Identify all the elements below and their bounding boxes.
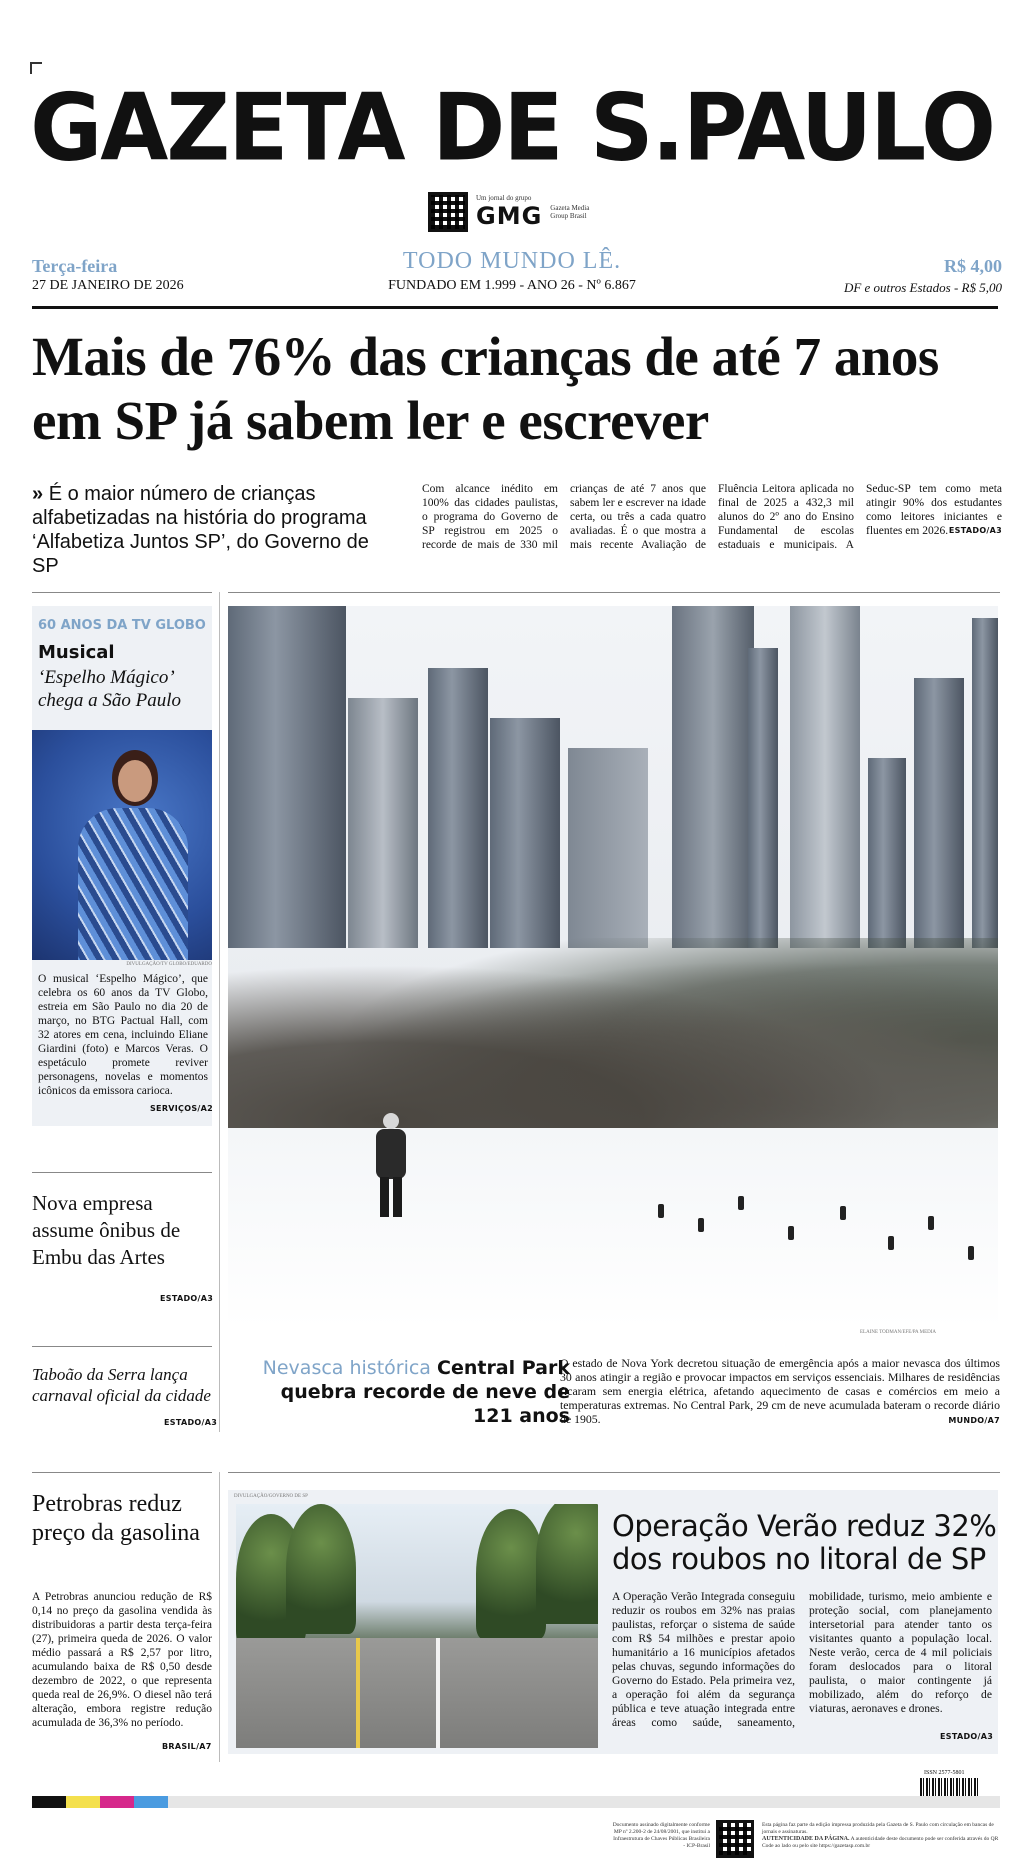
sidebar-subtitle[interactable]: ‘Espelho Mágico’ chega a São Paulo <box>38 667 182 711</box>
color-swatch <box>100 1796 134 1808</box>
lead-deck-text: É o maior número de crianças alfabetizadas na história do programa ‘Alfabetiza Juntos SP’, do Governo de SP <box>32 483 369 577</box>
lead-headline[interactable]: Mais de 76% das crianças de até 7 anos em SP já sabem ler e escrever <box>32 326 939 451</box>
digital-signature-note: Documento assinado digitalmente conforme MP nº 2.200-2 de 24/08/2001, que institui a Infraestrutura de Chaves Públicas Brasileira - ICP-Brasil <box>612 1822 710 1849</box>
group-name: Gazeta Media Group Brasil <box>550 204 590 220</box>
lead-deck <box>32 482 392 578</box>
operacao-title[interactable]: Operação Verão reduz 32% dos roubos no litoral de SP <box>612 1509 997 1576</box>
auth-text[interactable]: A autenticidade deste documento pode ser conferida através do QR Code ao lado ou pelo site https://gazetasp.com.br <box>762 1836 999 1849</box>
petrobras-title[interactable]: Petrobras reduz preço da gasolina <box>32 1491 200 1546</box>
edition-info: FUNDADO EM 1.999 - ANO 26 - Nº 6.867 <box>388 278 636 293</box>
divider <box>228 592 1000 593</box>
sidebar-tag[interactable]: SERVIÇOS/A2 <box>150 1104 213 1113</box>
brief-title[interactable]: Nova empresa assume ônibus de Embu das Artes <box>32 1191 181 1269</box>
group-badge <box>428 190 594 234</box>
qr-code-icon <box>428 192 468 232</box>
photo-caption <box>560 1356 1000 1428</box>
slogan: TODO MUNDO LÊ. <box>402 248 622 274</box>
person <box>738 1196 744 1210</box>
building <box>748 648 778 948</box>
gmg-logo: GMG <box>476 202 543 230</box>
road <box>236 1638 598 1748</box>
sidebar-title[interactable]: Musical <box>38 642 115 663</box>
photo-tag[interactable]: MUNDO/A7 <box>948 1416 1000 1425</box>
person-face <box>118 760 152 802</box>
divider <box>32 1172 212 1173</box>
operacao-tag[interactable]: ESTADO/A3 <box>940 1732 994 1741</box>
building <box>672 606 754 948</box>
photo-caption-text: O estado de Nova York decretou situação de emergência após a maior nevasca dos últimos 30 anos atingir a região e provocar impactos em serviços essenciais. Milhares de residências ficaram sem energia elétrica, afetando aquecimento de casas e comércios em meio a temperaturas extremas. No Central Park, 29 cm de neve acumulada bateram o recorde diário de 1905. <box>560 1356 1000 1426</box>
operacao-body: A Operação Verão Integrada conseguiu reduzir os roubos em 32% nas praias paulistas, reforçar o sistema de saúde com R$ 54 milhões e prestar apoio humanitário a 16 municípios afetados pelas chuvas, segundo informações do Governo do Estado. Pela primeira vez, a operação foi além da segurança pública e teve atuação integrada entre áreas como saúde, saneamento, mobilidade, turismo, meio ambiente e proteção social, com planejamento intersetorial para atender tanto os visitantes quanto a população local. Neste verão, cerca de 4 mil policiais foram deslocados para o litoral paulista, o maior contingente já mobilizado, além do reforço de viaturas, aeronaves e drones. <box>612 1590 992 1729</box>
walker-figure <box>366 1111 416 1221</box>
photo-headline-text: Central Park quebra recorde de neve de 121 anos <box>280 1357 570 1427</box>
palm-tree <box>286 1504 356 1634</box>
color-swatch <box>168 1796 1000 1808</box>
photo-credit: ELAINE TODMAN/EFE/PA MEDIA <box>860 1330 937 1335</box>
operacao-photo <box>236 1504 598 1748</box>
header-divider <box>32 306 998 309</box>
column-divider <box>219 1472 220 1762</box>
person <box>788 1226 794 1240</box>
sidebar-photo <box>32 730 212 960</box>
person <box>968 1246 974 1260</box>
person <box>928 1216 934 1230</box>
footer-note-text: Esta página faz parte da edição impressa produzida pela Gazeta de S. Paulo com circulação em bancas de jornais e assinaturas. <box>762 1822 994 1835</box>
building <box>490 718 560 948</box>
building <box>228 606 346 948</box>
person <box>840 1206 846 1220</box>
lead-tag[interactable]: ESTADO/A3 <box>948 526 1002 535</box>
auth-label: AUTENTICIDADE DA PÁGINA. <box>762 1836 850 1842</box>
brief-title[interactable]: Taboão da Serra lança carnaval oficial da cidade <box>32 1365 211 1405</box>
price: R$ 4,00 <box>944 256 1002 276</box>
sidebar-body: O musical ‘Espelho Mágico’, que celebra os 60 anos da TV Globo, estreia em São Paulo no dia 20 de março, no BTG Pactual Hall, com 32 atores em cena, incluindo Eliane Giardini (foto) e Marcos Veras. O espetáculo promete reviver personagens, novelas e momentos icônicos da emissora carioca. <box>38 973 208 1097</box>
person <box>888 1236 894 1250</box>
building <box>348 698 418 948</box>
qr-code-icon[interactable] <box>716 1820 754 1858</box>
building <box>568 748 648 948</box>
photo-headline[interactable] <box>260 1356 570 1428</box>
central-park-photo <box>228 606 998 1328</box>
brief-tag[interactable]: ESTADO/A3 <box>164 1418 218 1427</box>
group-prefix: Um jornal do grupo <box>476 194 532 202</box>
sidebar-kicker: 60 ANOS DA TV GLOBO <box>38 618 206 633</box>
color-swatch <box>134 1796 168 1808</box>
column-divider <box>219 592 220 1432</box>
building <box>972 618 998 948</box>
color-swatch <box>32 1796 66 1808</box>
operacao-photo-credit: DIVULGAÇÃO/GOVERNO DE SP <box>234 1494 308 1499</box>
footer-note <box>762 1822 1002 1850</box>
divider <box>32 1472 212 1473</box>
person <box>698 1218 704 1232</box>
masthead-title[interactable]: GAZETA DE S.PAULO <box>30 73 994 182</box>
sidebar-photo-credit: DIVULGAÇÃO/TV GLOBO/EDUARDO <box>126 962 212 967</box>
edition-date: 27 DE JANEIRO DE 2026 <box>32 278 184 293</box>
weekday: Terça-feira <box>32 256 118 276</box>
snow-field <box>228 1128 998 1328</box>
lead-body-text: Com alcance inédito em 100% das cidades paulistas, o programa do Governo de SP registrou em 2025 o recorde de mais de 330 mil crianças de até 7 anos que sabem ler e escrever na idade certa, ou três a cada quatro avaliadas. É o que mostra a mais recente Avaliação de Fluência Leitora aplicada no final de 2025 a 432,3 mil alunos do 2º ano do Ensino Fundamental de escolas estaduais e municipais. A Seduc-SP tem como meta atingir 90% dos estudantes como leitores iniciantes e fluentes em 2026. <box>422 483 1002 551</box>
price-other-states: DF e outros Estados - R$ 5,00 <box>843 280 1002 295</box>
divider <box>228 1472 1000 1473</box>
lead-body <box>422 482 1002 552</box>
lane-marking <box>356 1638 360 1748</box>
deck-arrow-icon: » <box>32 483 44 505</box>
person-figure <box>78 808 188 960</box>
brief-tag[interactable]: ESTADO/A3 <box>160 1294 214 1303</box>
crop-mark <box>30 62 42 74</box>
photo-kicker: Nevasca histórica <box>262 1357 431 1379</box>
issn: ISSN 2577-5801 <box>924 1770 965 1776</box>
building <box>790 606 860 948</box>
petrobras-body: A Petrobras anunciou redução de R$ 0,14 no preço da gasolina vendida às distribuidoras a partir desta terça-feira (27), primeira queda de 2026. O valor médio passará a R$ 2,57 por litro, acumulando baixa de R$ 0,50 desde dezembro de 2022, o que representa queda real de 26,9%. O diesel não terá alteração, embora registre redução acumulada de 36,3% no período. <box>32 1591 212 1729</box>
person <box>658 1204 664 1218</box>
divider <box>32 592 212 593</box>
divider <box>32 1346 212 1347</box>
palm-tree <box>536 1504 598 1624</box>
color-swatch <box>66 1796 100 1808</box>
lane-marking <box>436 1638 440 1748</box>
petrobras-tag[interactable]: BRASIL/A7 <box>162 1742 212 1751</box>
building <box>914 678 964 948</box>
building <box>868 758 906 948</box>
building <box>428 668 488 948</box>
color-bar <box>32 1796 1000 1808</box>
